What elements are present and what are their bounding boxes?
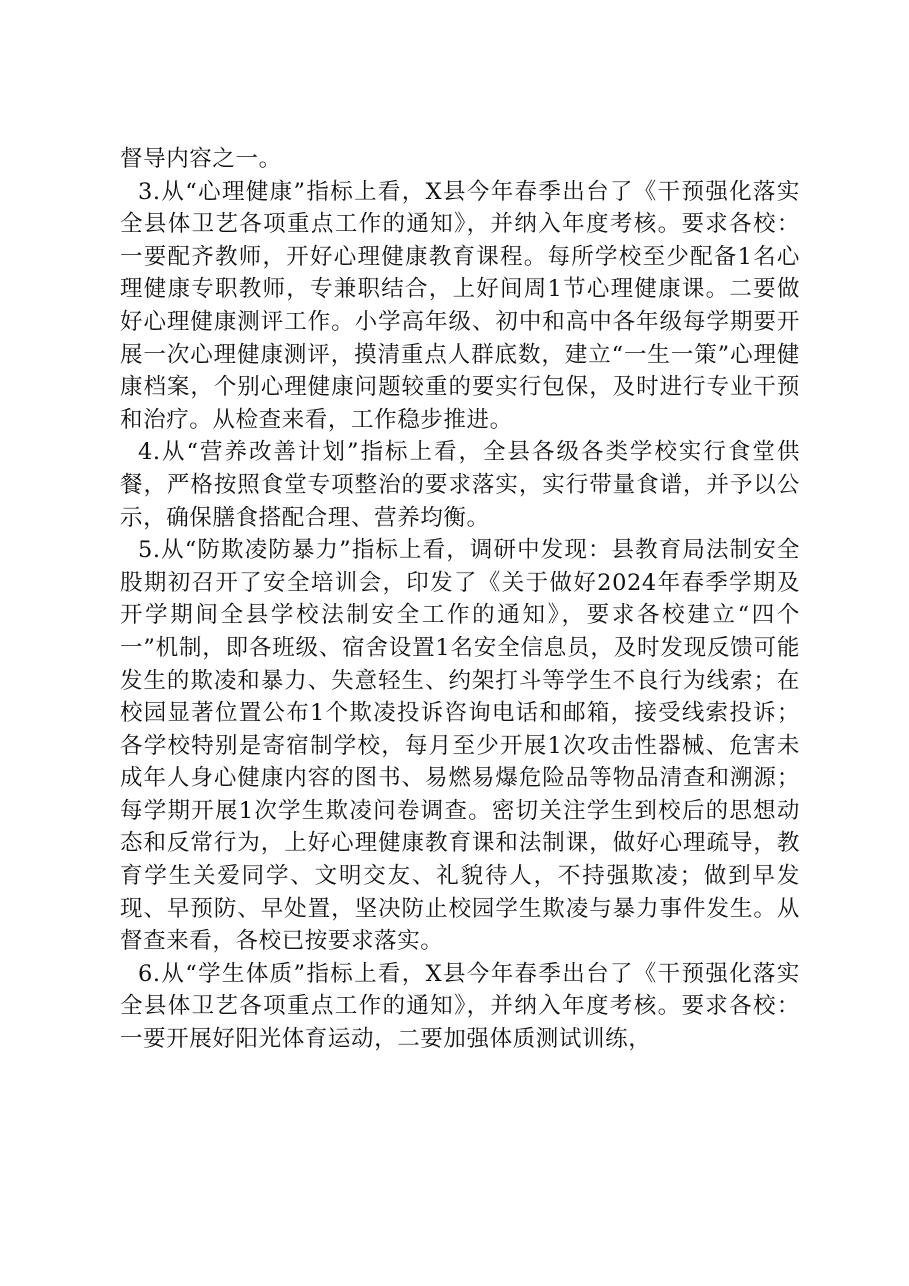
paragraph-anti-bullying: 5.从“防欺凌防暴力”指标上看，调研中发现：县教育局法制安全股期初召开了安全培训会，印发了《关于做好2024年春季学期及开学期间全县学校法制安全工作的通知》，要求各校建立“四个一”机制，即各班级、宿舍设置1名安全信息员，及时发现反馈可能发生的欺凌和暴力、失意轻生、约架打斗等学生不良行为线索；在校园显著位置公布1个欺凌投诉咨询电话和邮箱，接受线索投诉；各学校特别是寄宿制学校，每月至少开展1次攻击性器械、危害未成年人身心健康内容的图书、易燃易爆危险品等物品清查和溯源；每学期开展1次学生欺凌问卷调查。密切关注学生到校后的思想动态和反常行为，上好心理健康教育课和法制课，做好心理疏导，教育学生关爱同学、文明交友、礼貌待人，不持强欺凌；做到早发现、早预防、早处置，坚决防止校园学生欺凌与暴力事件发生。从督查来看，各校已按要求落实。 [120,537,800,955]
paragraph-continuation: 督导内容之一。 [120,146,282,172]
paragraph-nutrition: 4.从“营养改善计划”指标上看，全县各级各类学校实行食堂供餐，严格按照食堂专项整治的要求落实，实行带量食谱，并予以公示，确保膳食搭配合理、营养均衡。 [120,439,800,531]
document-body [120,143,800,1056]
paragraph-mental-health: 3.从“心理健康”指标上看，X县今年春季出台了《干预强化落实全县体卫艺各项重点工作的通知》，并纳入年度考核。要求各校：一要配齐教师，开好心理健康教育课程。每所学校至少配备1名心理健康专职教师，专兼职结合，上好间周1节心理健康课。二要做好心理健康测评工作。小学高年级、初中和高中各年级每学期要开展一次心理健康测评，摸清重点人群底数，建立“一生一策”心理健康档案，个别心理健康问题较重的要实行包保，及时进行专业干预和治疗。从检查来看，工作稳步推进。 [120,178,800,433]
paragraph-student-physique: 6.从“学生体质”指标上看，X县今年春季出台了《干预强化落实全县体卫艺各项重点工作的通知》，并纳入年度考核。要求各校：一要开展好阳光体育运动，二要加强体质测试训练， [120,960,800,1053]
